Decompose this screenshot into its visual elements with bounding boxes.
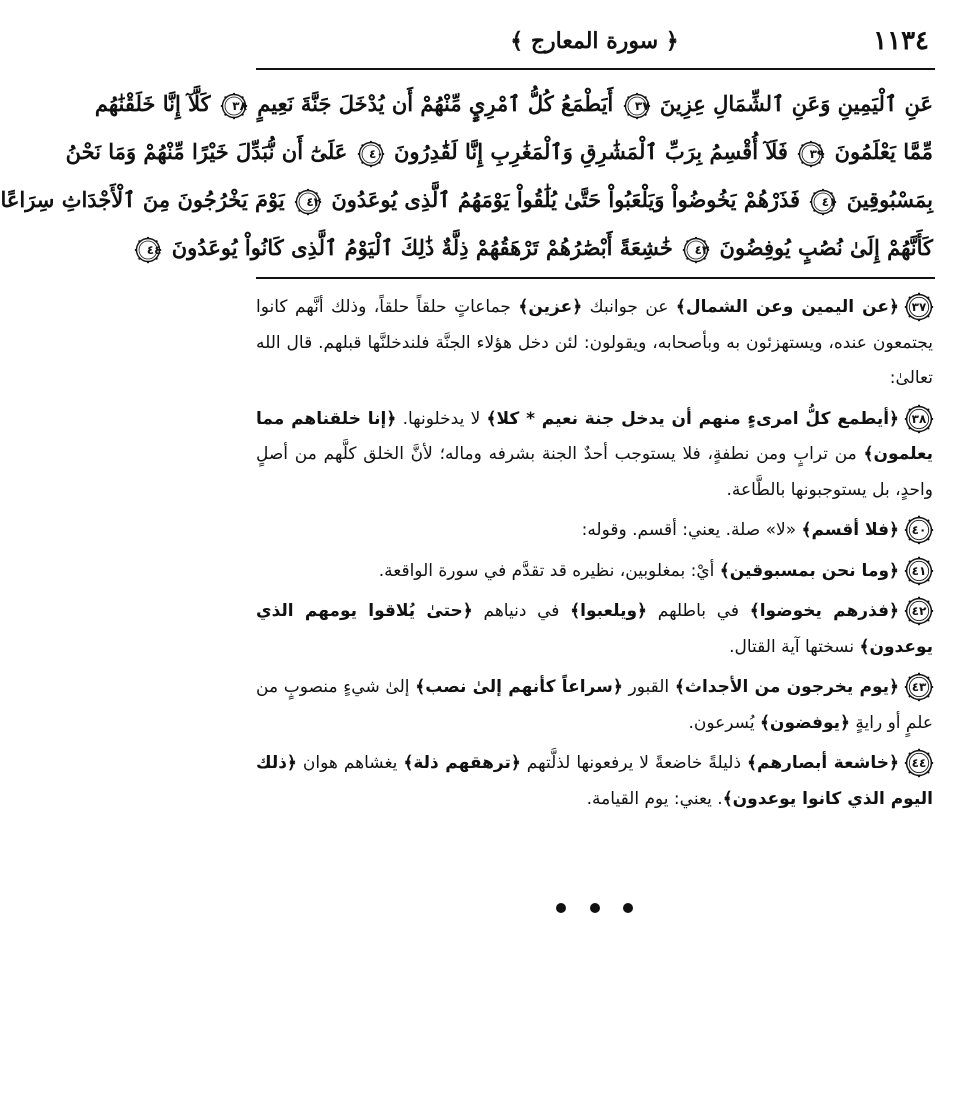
quoted-verse-phrase: ﴿حتىٰ يُلاقوا يومهم الذي يوعدون﴾ bbox=[256, 601, 933, 657]
verse-number: ٣٧ bbox=[634, 98, 650, 113]
surah-title: ﴿ سورة المعارج ﴾ bbox=[510, 28, 679, 54]
quoted-verse-phrase: ﴿أيطمع كلُّ امرىءٍ منهم أن يدخل جنة نعيم * كلا﴾ bbox=[486, 408, 899, 429]
ayah-text: عَنِ ٱلْيَمِينِ وَعَنِ ٱلشِّمَالِ عِزِينَ bbox=[659, 91, 933, 116]
ayah-text: عَلَىٰٓ أَن نُّبَدِّلَ خَيْرًا مِّنْهُمْ وَمَا نَحْنُ bbox=[65, 139, 348, 164]
quoted-verse-phrase: ﴿ذلك اليوم الذي كانوا يوعدون﴾ bbox=[256, 753, 933, 809]
verse-number: ٤٠ bbox=[368, 146, 384, 161]
page-number: ١١٣٤ bbox=[873, 26, 929, 56]
quran-line bbox=[146, 224, 933, 272]
explanation-text: لا يدخلونها. bbox=[396, 408, 487, 429]
quran-text-block bbox=[0, 80, 933, 270]
verse-number: ٣٨ bbox=[232, 98, 247, 113]
explanation-text: «لا» صلة. يعني: أقسم. وقوله: bbox=[581, 520, 802, 540]
verse-number-marker bbox=[221, 93, 247, 119]
quoted-verse-phrase: ﴿فذرهم يخوضوا﴾ bbox=[749, 601, 899, 621]
explanation-text: من ترابٍ ومن نطفةٍ، فلا يستوجب أحدٌ الجنة بشرفه وماله؛ لأنَّ الخلق كلَّهم من أصلٍ واحدٍ، بل يستوجبونها بالطَّاعة. bbox=[256, 444, 933, 500]
explanation-text: نسختها آية القتال. bbox=[729, 636, 860, 657]
ayah-text: فَذَرْهُمْ يَخُوضُواْ وَيَلْعَبُواْ حَتَّىٰ يُلَٰقُواْ يَوْمَهُمُ ٱلَّذِى يُوعَدُونَ bbox=[331, 187, 801, 212]
ayah-text: يَوْمَ يَخْرُجُونَ مِنَ ٱلْأَجْدَاثِ سِرَاعًا bbox=[0, 187, 285, 212]
entry-verse-number: ٤٤ bbox=[911, 756, 927, 770]
section-end-ornament bbox=[216, 898, 973, 917]
commentary-entry bbox=[256, 513, 933, 549]
quoted-verse-phrase: ﴿عن اليمين وعن الشمال﴾ bbox=[675, 297, 899, 317]
entry-verse-number: ٤٠ bbox=[911, 523, 927, 537]
verse-number: ٤٤ bbox=[146, 242, 162, 257]
quran-line bbox=[65, 128, 933, 176]
commentary-entry bbox=[256, 402, 933, 509]
page-header bbox=[254, 22, 935, 62]
verse-number-marker bbox=[810, 189, 836, 215]
quoted-verse-phrase: ﴿خاشعة أبصارهم﴾ bbox=[747, 753, 899, 773]
quoted-verse-phrase: ﴿فلا أقسم﴾ bbox=[801, 520, 899, 540]
commentary-entry bbox=[256, 670, 933, 741]
entry-verse-marker bbox=[905, 293, 933, 321]
verse-number-marker bbox=[798, 141, 824, 167]
quoted-verse-phrase: ﴿يوم يخرجون من الأجداث﴾ bbox=[674, 677, 900, 697]
entry-verse-number: ٤٣ bbox=[911, 680, 927, 694]
verse-number: ٣٩ bbox=[809, 146, 825, 161]
ayah-text: خَٰشِعَةً أَبْصَٰرُهُمْ تَرْهَقُهُمْ ذِلَّةٌ ذَٰلِكَ ٱلْيَوْمُ ٱلَّذِى كَانُواْ يُوعَدُونَ bbox=[171, 235, 673, 260]
verse-number-marker bbox=[358, 141, 384, 167]
commentary-entry bbox=[256, 290, 933, 397]
explanation-text: القبور bbox=[622, 677, 675, 697]
entry-verse-marker bbox=[905, 516, 933, 544]
quran-line bbox=[0, 176, 933, 224]
quoted-verse-phrase: ﴿ويلعبوا﴾ bbox=[570, 601, 648, 621]
quoted-verse-phrase: ﴿يوفضون﴾ bbox=[759, 712, 850, 733]
entry-verse-marker bbox=[905, 405, 933, 433]
entry-verse-marker bbox=[905, 597, 933, 625]
ornament-dot bbox=[556, 903, 566, 913]
entry-verse-number: ٣٨ bbox=[911, 411, 927, 426]
ayah-text: كَأَنَّهُمْ إِلَىٰ نُصُبٍ يُوفِضُونَ bbox=[719, 235, 933, 260]
explanation-text: في باطلهم bbox=[647, 601, 750, 621]
explanation-text: جماعاتٍ حلقاً حلقاً، وذلك أنَّهم كانوا يجتمعون عنده، ويستهزئون به وبأصحابه، ويقولون: لئن دخل هؤلاء الجنَّة فلندخلنَّها قبلهم. قال الله تعالىٰ: bbox=[256, 297, 933, 388]
entry-verse-marker bbox=[905, 557, 933, 585]
ayah-text: مِّمَّا يَعْلَمُونَ bbox=[834, 139, 933, 164]
ayah-text: كَلَّآ إِنَّا خَلَقْنَٰهُم bbox=[94, 91, 211, 116]
verse-number-marker bbox=[624, 93, 650, 119]
explanation-text: يُسرعون. bbox=[688, 712, 760, 733]
verse-number: ٤٢ bbox=[306, 194, 321, 209]
explanation-text: أيْ: بمغلوبين، نظيره قد تقدَّم في سورة الواقعة. bbox=[378, 560, 720, 581]
explanation-text: في دنياهم bbox=[472, 601, 571, 621]
ayah-text: أَيَطْمَعُ كُلُّ ٱمْرِيٍٕ مِّنْهُمْ أَن يُدْخَلَ جَنَّةَ نَعِيمٍ bbox=[257, 91, 614, 116]
commentary-entry bbox=[256, 554, 933, 590]
quoted-verse-phrase: ﴿عزين﴾ bbox=[518, 297, 583, 317]
explanation-text: يغشاهم هوان bbox=[296, 753, 404, 773]
verse-number: ٤٣ bbox=[694, 242, 710, 257]
entry-verse-number: ٣٧ bbox=[911, 300, 927, 314]
commentary-entry bbox=[256, 594, 933, 665]
verse-number-marker bbox=[295, 189, 321, 215]
verse-number: ٤١ bbox=[821, 194, 837, 209]
explanation-text: إلىٰ شيءٍ منصوبٍ من علمٍ أو رايةٍ bbox=[256, 677, 933, 733]
ornament-dot bbox=[623, 903, 633, 913]
explanation-text: . يعني: يوم القيامة. bbox=[586, 788, 723, 809]
entry-verse-number: ٤١ bbox=[911, 563, 927, 578]
quoted-verse-phrase: ﴿ترهقهم ذلة﴾ bbox=[403, 753, 521, 773]
quran-divider bbox=[256, 277, 935, 279]
quoted-verse-phrase: ﴿إنا خلقناهم مما يعلمون﴾ bbox=[256, 408, 933, 464]
entry-verse-marker bbox=[905, 749, 933, 777]
quoted-verse-phrase: ﴿وما نحن بمسبوقين﴾ bbox=[719, 560, 899, 581]
commentary-entry bbox=[256, 746, 933, 817]
explanation-text: عن جوانبك bbox=[582, 297, 676, 317]
ayah-text: بِمَسْبُوقِينَ bbox=[846, 187, 933, 212]
explanation-text: ذليلةً خاضعةً لا يرفعونها لذلَّتهم bbox=[520, 753, 748, 773]
header-divider bbox=[256, 68, 935, 70]
ornament-dot bbox=[590, 903, 600, 913]
entry-verse-number: ٤٢ bbox=[911, 604, 927, 618]
verse-number-marker bbox=[135, 237, 161, 263]
ayah-text: فَلَآ أُقْسِمُ بِرَبِّ ٱلْمَشَٰرِقِ وَٱلْمَغَٰرِبِ إِنَّا لَقَٰدِرُونَ bbox=[393, 139, 788, 164]
quoted-verse-phrase: ﴿سراعاً كأنهم إلىٰ نصب﴾ bbox=[415, 677, 623, 697]
tafsir-commentary bbox=[256, 290, 933, 822]
entry-verse-marker bbox=[905, 673, 933, 701]
quran-line bbox=[94, 80, 933, 128]
verse-number-marker bbox=[683, 237, 709, 263]
